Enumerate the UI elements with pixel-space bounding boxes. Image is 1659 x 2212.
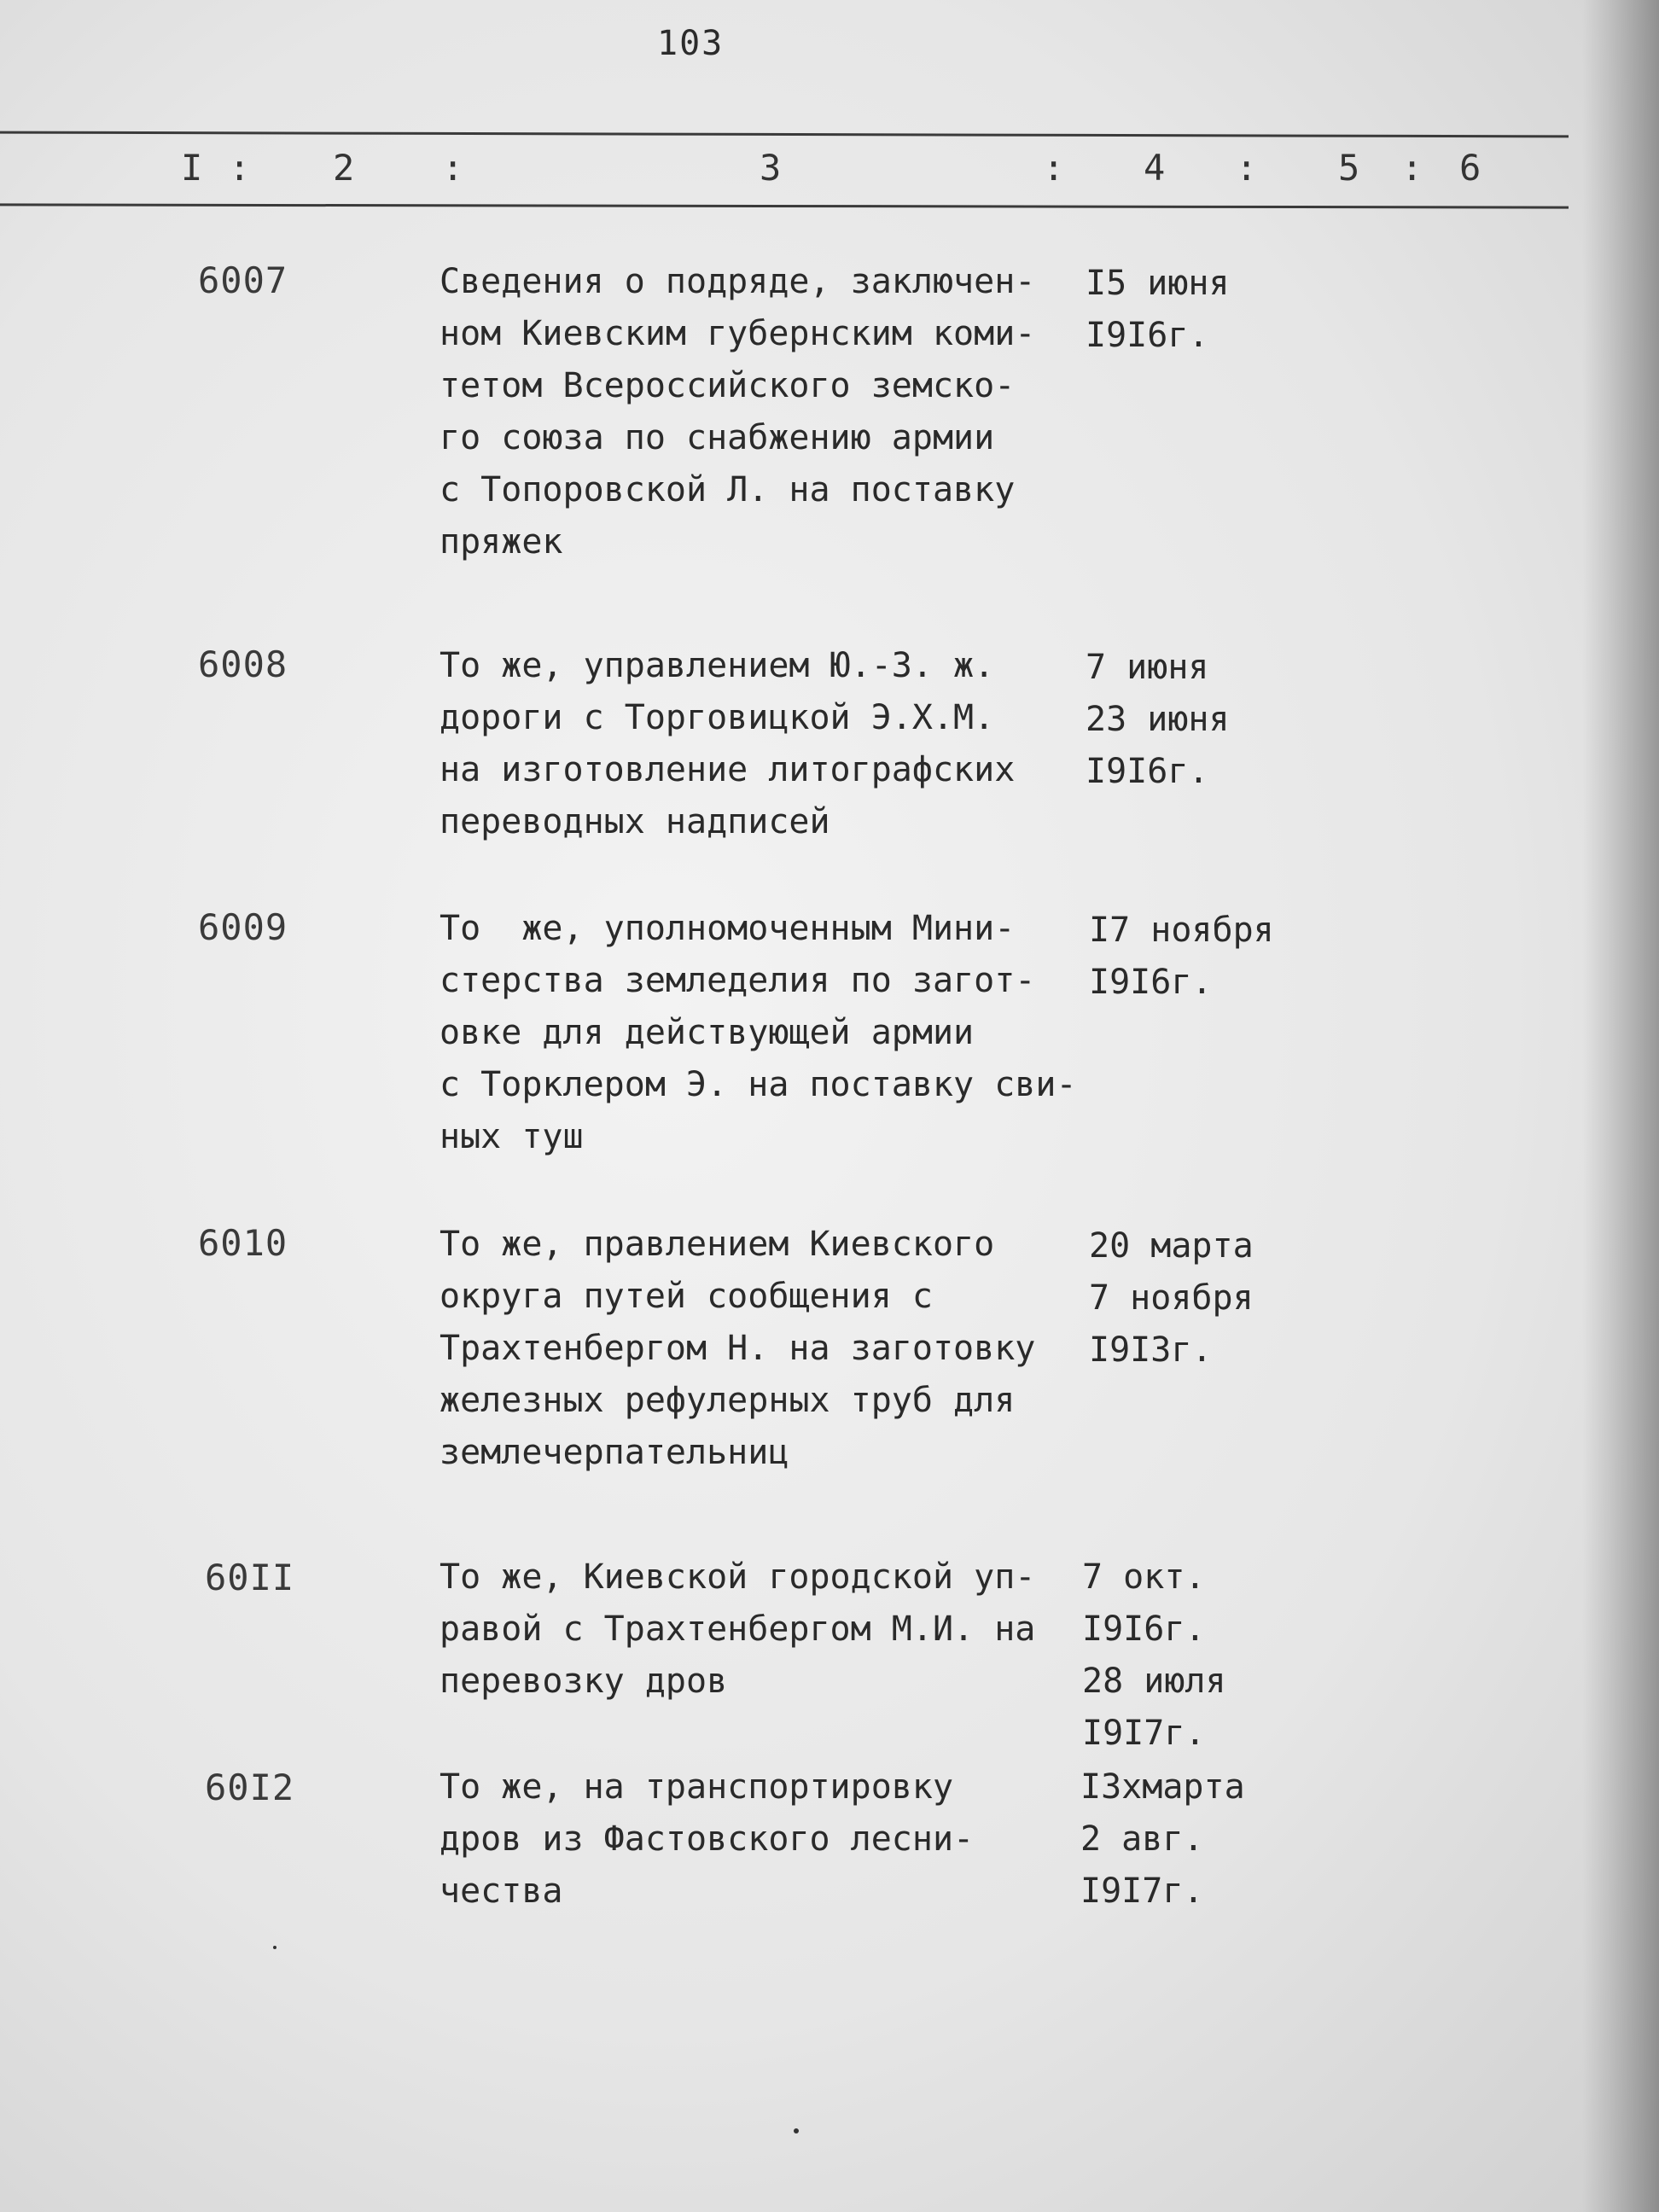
column-header-3: 3	[760, 147, 782, 189]
column-separator: :	[229, 147, 251, 189]
entry-number: 60I2	[205, 1767, 295, 1808]
entry-number: 60II	[205, 1557, 295, 1598]
entry-date: IЗхмарта 2 авг. I9I7г.	[1080, 1767, 1245, 1911]
header-rule-top	[0, 131, 1569, 138]
column-separator: :	[442, 147, 464, 189]
column-header-4: 4	[1144, 147, 1166, 189]
column-header-1: I	[181, 147, 203, 189]
column-header-6: 6	[1459, 147, 1481, 189]
column-header-5: 5	[1338, 147, 1360, 189]
column-separator: :	[1043, 147, 1065, 189]
column-separator: :	[1236, 147, 1258, 189]
entry-number: 6009	[198, 906, 288, 948]
page-number: 103	[657, 24, 725, 63]
entry-date: I7 ноября I9I6г.	[1089, 911, 1274, 1002]
entry-date: 7 июня 23 июня I9I6г.	[1086, 648, 1230, 791]
entry-description: Сведения о подряде, заключен- ном Киевским губернским коми- тетом Всероссийского земско- го союза по снабжению армии с Топоровской Л. на поставку пряжек	[439, 262, 1036, 562]
entry-date: 20 марта 7 ноября I9I3г.	[1089, 1226, 1254, 1370]
paper-speck	[794, 2128, 799, 2133]
column-header-2: 2	[333, 147, 355, 189]
entry-description: То же, управлением Ю.-З. ж. дороги с Торговицкой Э.Х.М. на изготовление литографских переводных надписей	[439, 646, 1016, 841]
entry-number: 6007	[198, 259, 288, 301]
entry-description: То же, на транспортировку дров из Фастовского лесни- чества	[439, 1767, 975, 1911]
entry-date: I5 июня I9I6г.	[1086, 264, 1230, 355]
header-rule-bottom	[0, 203, 1569, 208]
entry-description: То же, уполномоченным Мини- стерства земледелия по загот- овке для действующей армии с Торклером Э. на поставку сви- ных туш	[439, 909, 1077, 1156]
entry-description: То же, Киевской городской уп- равой с Трахтенбергом М.И. на перевозку дров	[439, 1557, 1036, 1701]
entry-date: 7 окт. I9I6г. 28 июля I9I7г.	[1082, 1557, 1226, 1753]
page-edge-shadow	[1582, 0, 1659, 2212]
column-separator: :	[1401, 147, 1423, 189]
entry-description: То же, правлением Киевского округа путей сообщения с Трахтенбергом Н. на заготовку железных рефулерных труб для землечерпательниц	[439, 1225, 1036, 1472]
paper-speck	[273, 1946, 276, 1949]
entry-number: 6008	[198, 643, 288, 685]
entry-number: 6010	[198, 1222, 288, 1264]
